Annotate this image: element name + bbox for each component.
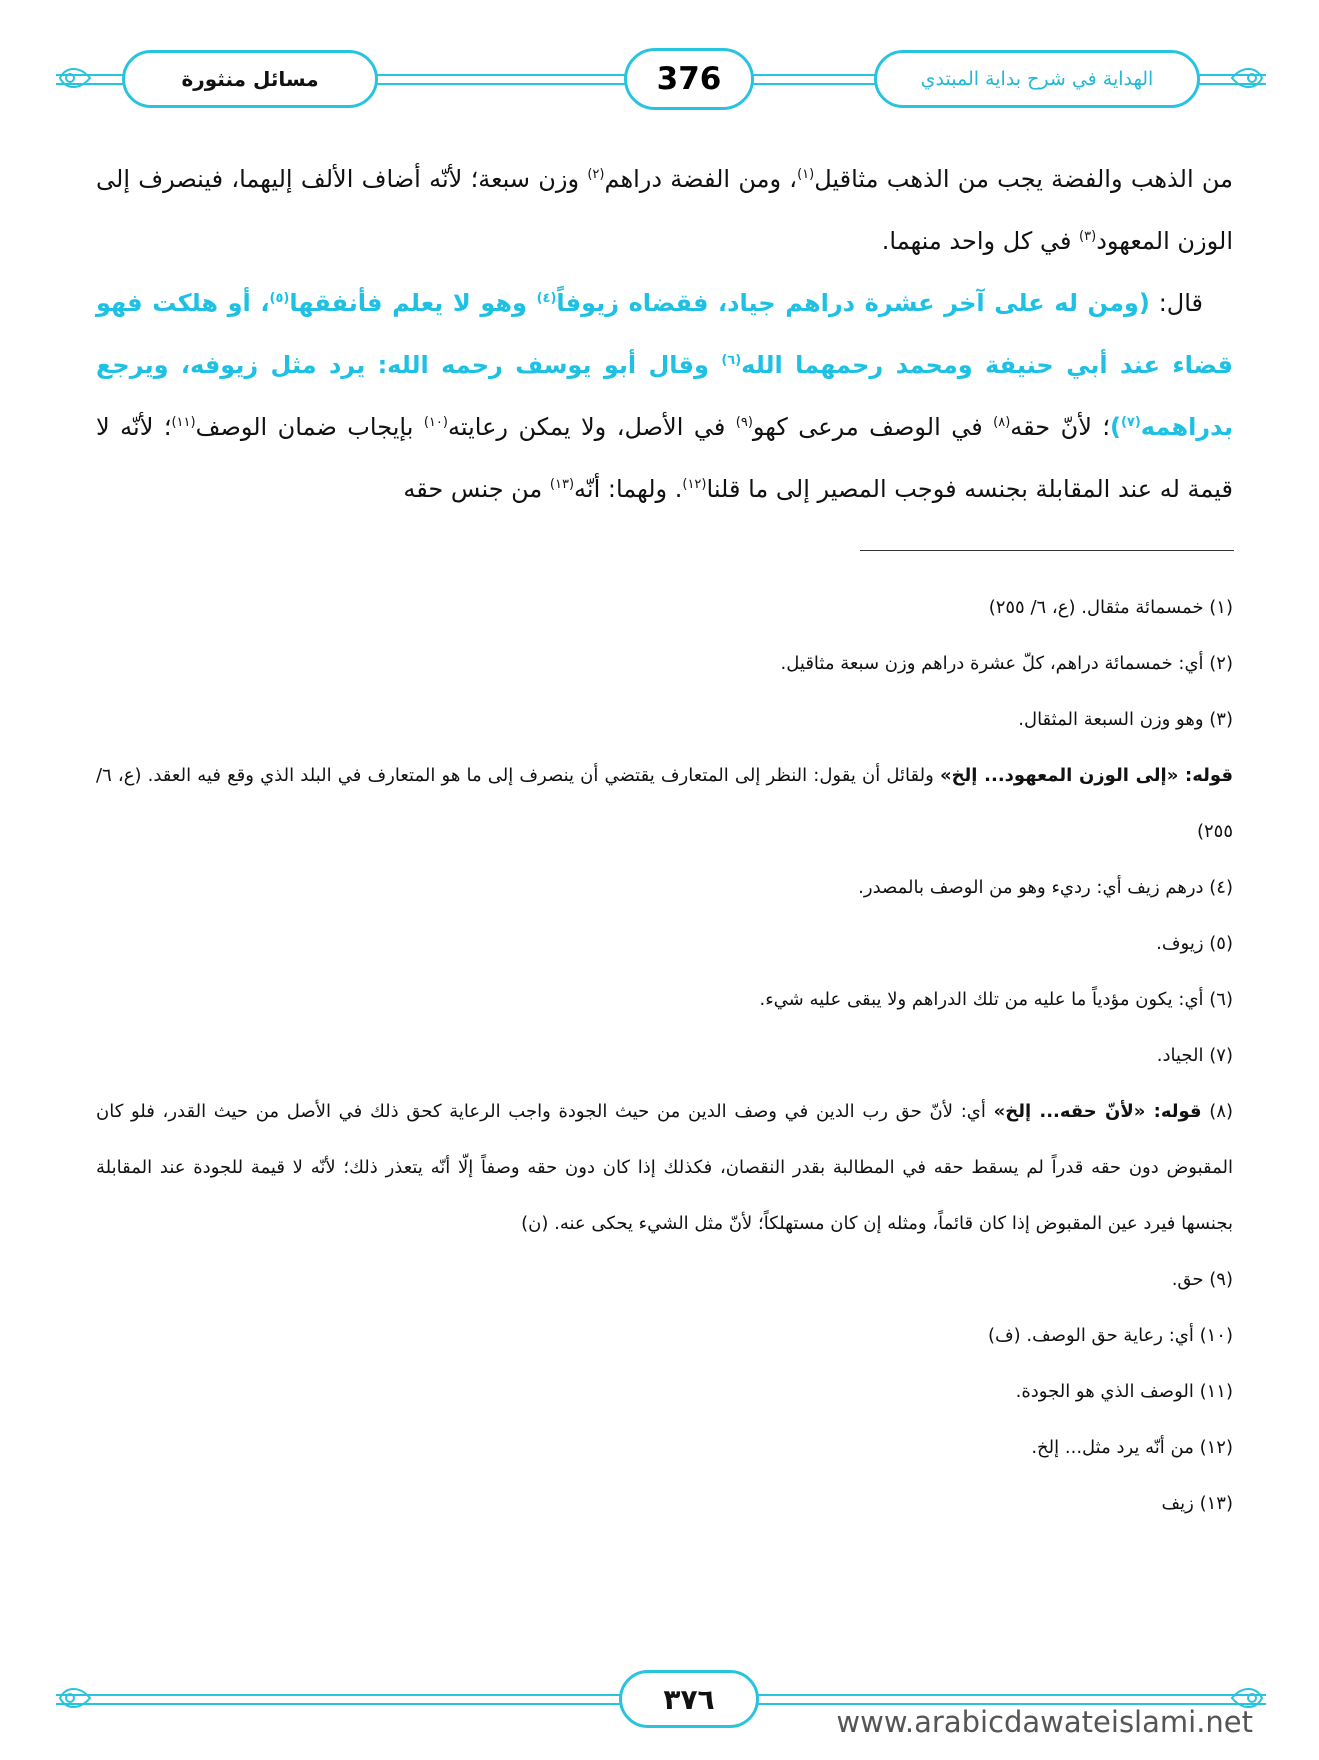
- footnote: (١١) الوصف الذي هو الجودة.: [1015, 1381, 1233, 1402]
- ornament-icon: [56, 62, 92, 94]
- footnote-ref: (٢): [587, 167, 605, 182]
- footnote: (٢) أي: خمسمائة دراهم، كلّ عشرة دراهم وزن سبعة مثاقيل.: [780, 653, 1233, 674]
- section-title: مسائل منثورة: [122, 50, 378, 108]
- text-span: من جنس حقه: [403, 475, 550, 503]
- footnote-heading: قوله: «إلى الوزن المعهود... إلخ»: [939, 765, 1233, 786]
- paragraph: [96, 272, 1233, 520]
- ornament-icon: [1230, 62, 1266, 94]
- ornament-icon: [56, 1682, 92, 1714]
- website-watermark: www.arabicdawateislami.net: [836, 1705, 1253, 1739]
- text-span: قال:: [1149, 289, 1204, 317]
- footer-page-number: ٣٧٦: [619, 1670, 759, 1728]
- footnote-ref: (١٣): [549, 477, 575, 492]
- text-span: في الأصل، ولا يمكن رعايته: [447, 413, 736, 441]
- footnote-ref: (١): [797, 167, 815, 182]
- text-span: ؛ لأنّه لا قيمة له عند المقابلة بجنسه فوجب المصير إلى ما قلنا: [96, 413, 1233, 503]
- main-text: [96, 148, 1233, 520]
- text-span: من الذهب والفضة يجب من الذهب مثاقيل: [814, 165, 1233, 193]
- footnote-ref: (٨): [993, 415, 1011, 430]
- text-span: وزن سبعة؛ لأنّه أضاف الألف إليهما، فينصرف إلى الوزن المعهود: [96, 165, 1233, 255]
- footnote: (١) خمسمائة مثقال. (ع، ٦/ ٢٥٥): [988, 597, 1233, 618]
- footnote: (٧) الجياد.: [1156, 1045, 1233, 1066]
- page-header: [56, 48, 1266, 108]
- text-span: . ولهما: أنّه: [574, 475, 683, 503]
- footnote-ref: (١١): [171, 415, 196, 430]
- footnote-ref: (٣): [1079, 229, 1097, 244]
- footnote: (٣) وهو وزن السبعة المثقال.: [1018, 709, 1233, 730]
- footnote-heading: قوله: «لأنّ حقه... إلخ»: [993, 1101, 1202, 1122]
- footnote-ref: (١٢): [682, 477, 707, 492]
- matn-text: ): [1109, 413, 1121, 441]
- footnote-ref: (٧): [1120, 415, 1141, 430]
- footnote-ref: (٤): [536, 291, 557, 306]
- footnote: (١٢) من أنّه يرد مثل... إلخ.: [1031, 1437, 1233, 1458]
- footnote: (١٣) زيف: [1161, 1493, 1233, 1514]
- footnote-ref: (٦): [721, 353, 742, 368]
- footnote: (١٠) أي: رعاية حق الوصف. (ف): [987, 1325, 1233, 1346]
- matn-text: وهو لا يعلم فأنفقها: [289, 289, 537, 317]
- footnote: (٥) زيوف.: [1156, 933, 1233, 954]
- footnote-ref: (٥): [269, 291, 290, 306]
- footnotes: [96, 580, 1233, 1532]
- text-span: ؛ لأنّ حقه: [1010, 413, 1110, 441]
- text-span: في كل واحد منهما.: [881, 227, 1080, 255]
- page-number: 376: [624, 48, 754, 110]
- footnote: [96, 1084, 1233, 1252]
- footnote-text: ولقائل أن يقول: النظر إلى المتعارف يقتضي أن ينصرف إلى ما هو المتعارف في البلد الذي وقع فيه العقد. (ع، ٦/ ٢٥٥): [96, 765, 1233, 842]
- text-span: في الوصف مرعى كهو: [752, 413, 994, 441]
- text-span: بإيجاب ضمان الوصف: [195, 413, 424, 441]
- footnote: (٦) أي: يكون مؤدياً ما عليه من تلك الدراهم ولا يبقى عليه شيء.: [759, 989, 1233, 1010]
- footnote-text: أي: لأنّ حق رب الدين في وصف الدين من حيث الجودة واجب الرعاية كحق ذلك في الأصل من حيث القدر، فلو كان المقبوض دون حقه قدراً لم يسقط حقه في المطالبة بقدر النقصان، فكذلك إذا كان دون حقه وصفاً إلّا أنّه يتعذر ذلك؛ لأنّه لا قيمة للجودة عند المقابلة بجنسها فيرد عين المقبوض إذا كان قائماً، ومثله إن كان مستهلكاً؛ لأنّ مثل الشيء يحكى عنه. (ن): [96, 1101, 1233, 1234]
- footnote: (٤) درهم زيف أي: رديء وهو من الوصف بالمصدر.: [858, 877, 1233, 898]
- footnote-number: (٨): [1201, 1101, 1234, 1122]
- text-span: ، ومن الفضة دراهم: [604, 165, 798, 193]
- book-title-logo: الهداية في شرح بداية المبتدي: [874, 50, 1200, 108]
- matn-text: (ومن له على آخر عشرة دراهم جياد، فقضاه زيوفاً: [556, 289, 1150, 317]
- footnote-ref: (١٠): [423, 415, 448, 430]
- footnote-ref: (٩): [735, 415, 753, 430]
- footnote: (٩) حق.: [1171, 1269, 1233, 1290]
- footnote-separator: [860, 550, 1234, 551]
- paragraph: [96, 148, 1233, 272]
- matn-text: ، أو هلكت فهو قضاء عند أبي حنيفة ومحمد رحمهما الله: [96, 289, 1233, 379]
- footnote: [96, 748, 1233, 860]
- matn-text: وقال أبو يوسف رحمه الله: يرد مثل زيوفه، ويرجع بدراهمه: [96, 351, 1233, 441]
